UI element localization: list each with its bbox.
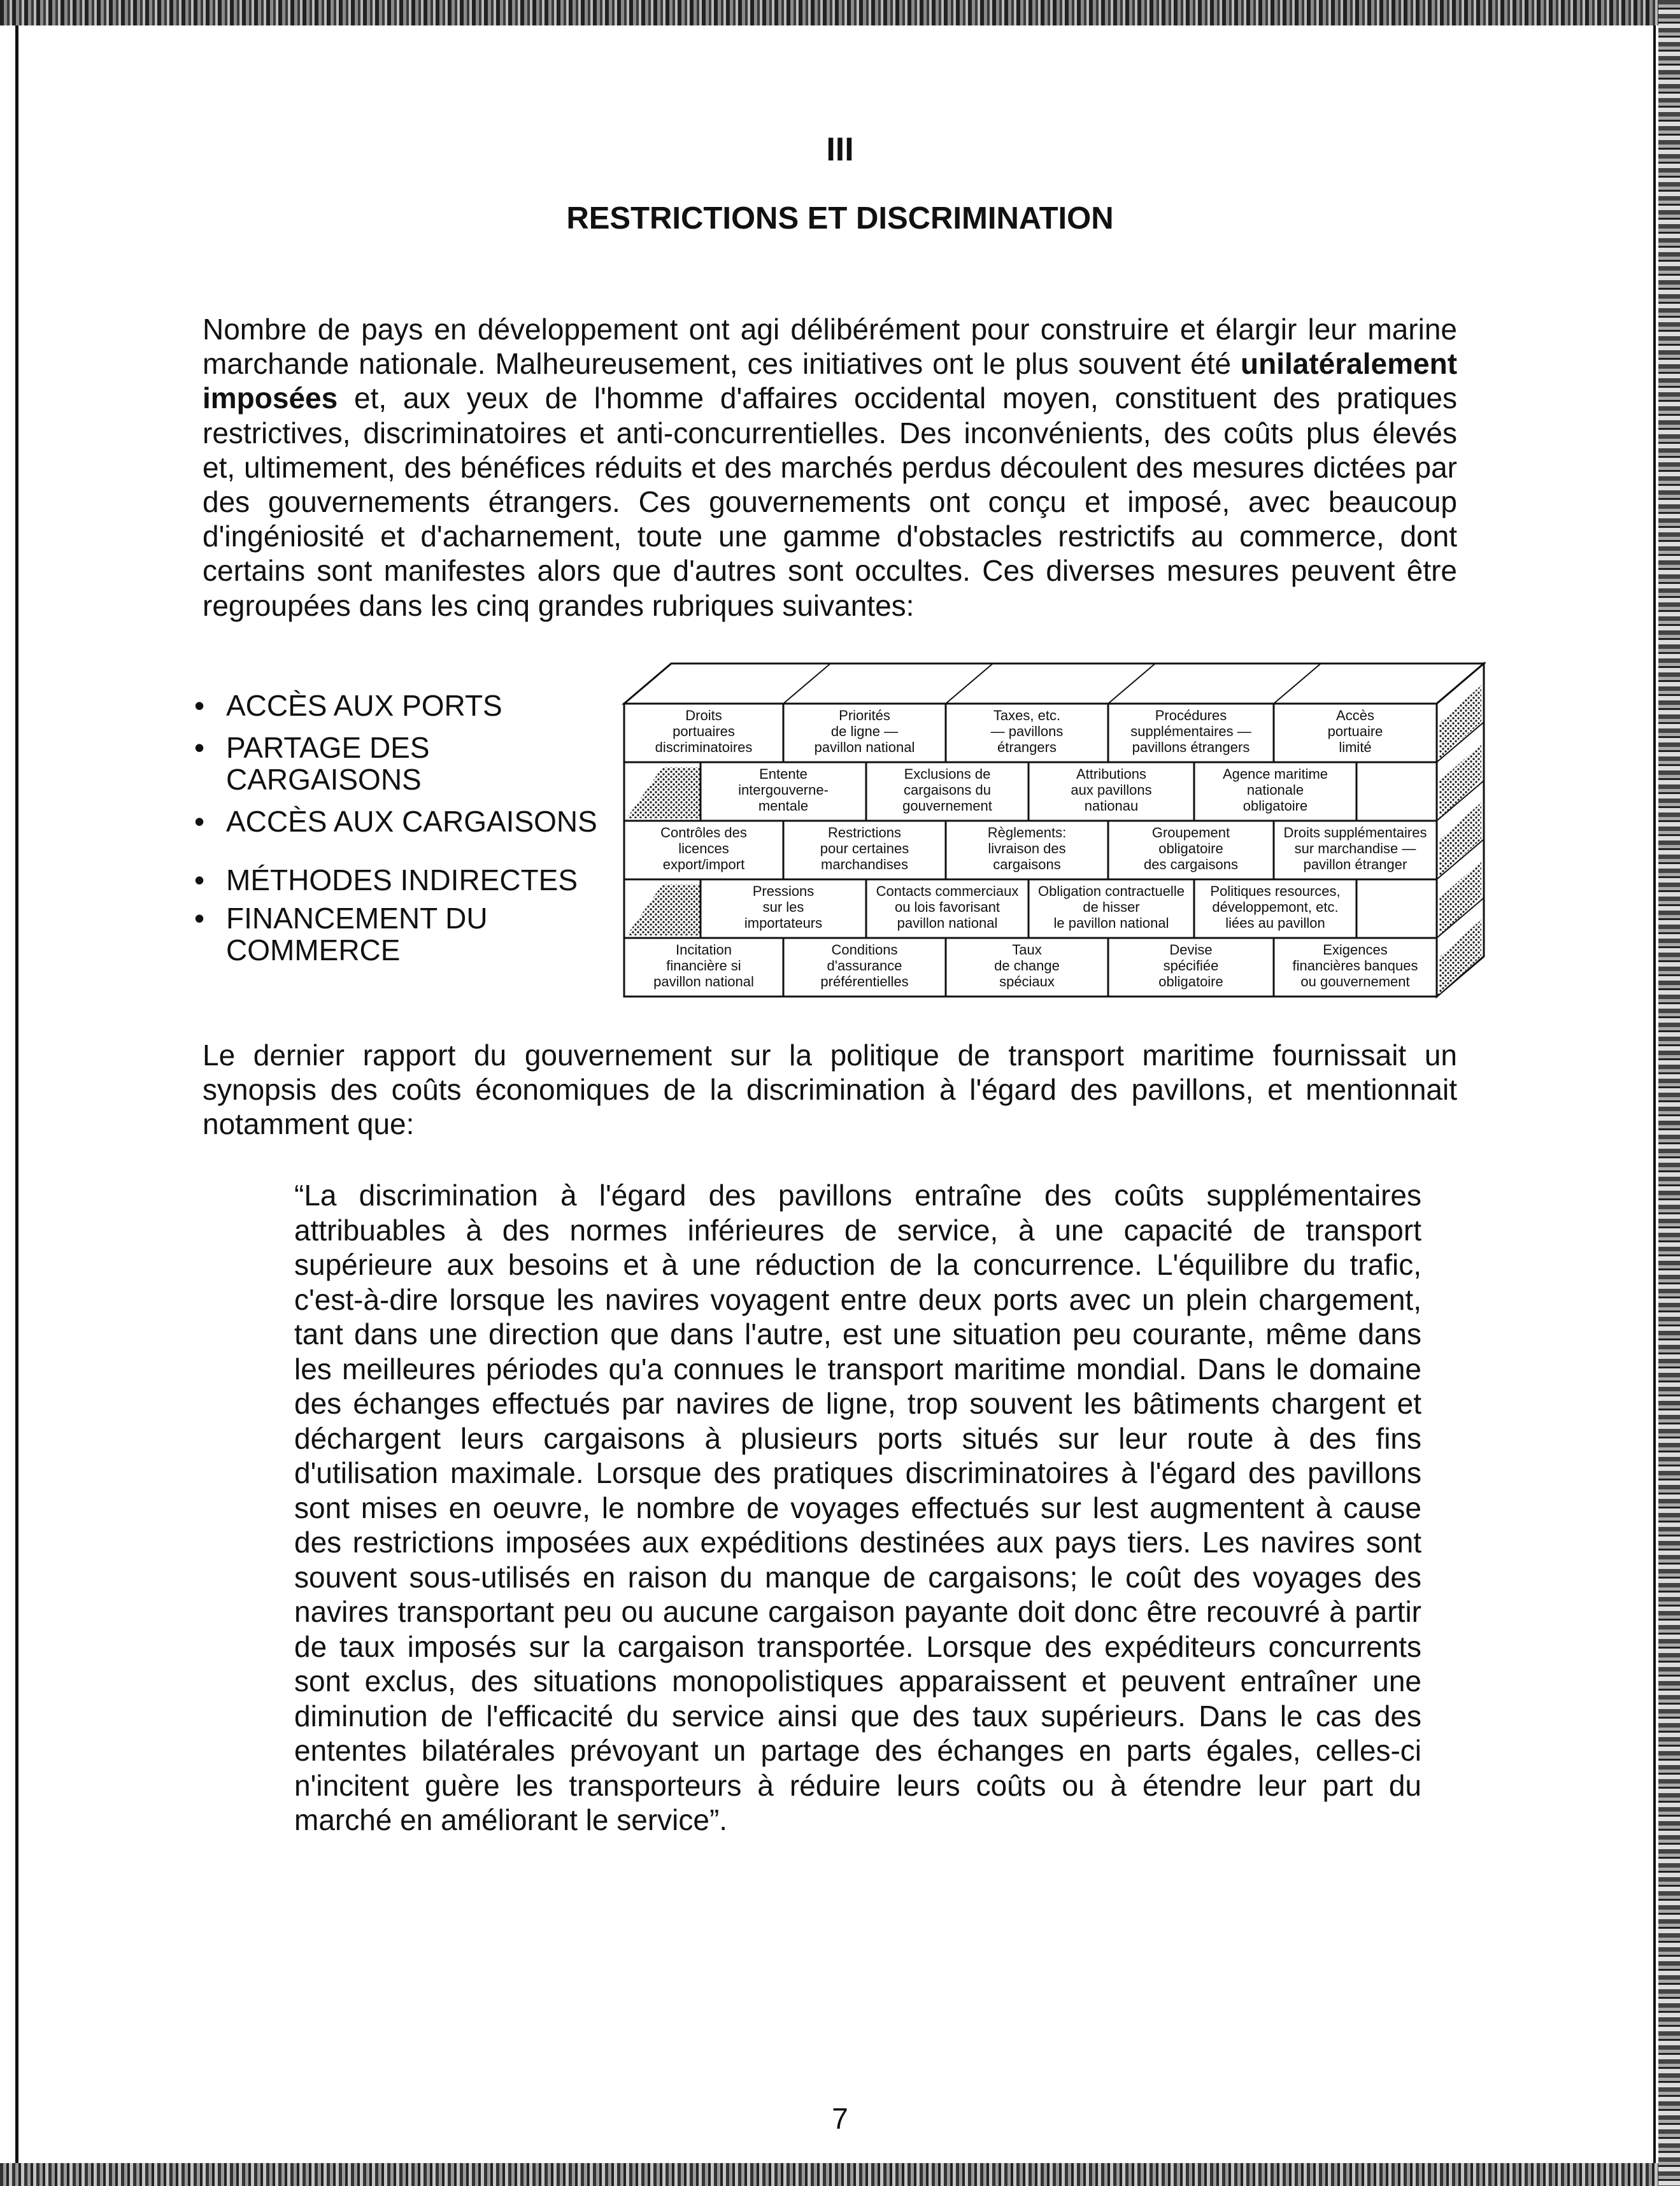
list-item: • MÉTHODES INDIRECTES [194,864,608,896]
list-item: • PARTAGE DES CARGAISONS [194,732,436,795]
brick-label: ou lois favorisant [894,899,1000,915]
brick-label: Procédures [1155,707,1227,723]
brick-label: Taxes, etc. [993,707,1061,723]
wall-brick [624,704,783,762]
wall-brick [624,938,783,997]
brick-label: Exclusions de [904,766,991,782]
brick-label: livraison des [988,841,1066,856]
brick-label: pour certaines [820,841,909,856]
brick-label: obligatoire [1158,841,1223,856]
brick-label: Pressions [752,883,815,899]
brick-label: Incitation [675,942,732,958]
brick-label: Contacts commerciaux [876,883,1019,899]
brick-label: aux pavillons [1071,782,1152,798]
brick-label: étrangers [997,739,1057,755]
brick-label: Groupement [1151,825,1230,841]
brick-label: de hisser [1083,899,1140,915]
brick-label: développemont, etc. [1212,899,1339,915]
brick-label: cargaisons du [904,782,991,798]
brick-label: de ligne — [830,723,899,739]
brick-label: gouvernement [902,798,992,814]
page-title: RESTRICTIONS ET DISCRIMINATION [566,201,1114,236]
intro-paragraph [203,312,1457,623]
scan-edge-right [1658,0,1680,2186]
brick-label: intergouverne- [738,782,829,798]
brick-label: Agence maritime [1222,766,1328,782]
brick-label: Entente [759,766,808,782]
wall-brick [624,821,783,879]
brick-label: pavillon étranger [1303,856,1407,872]
rubriques-list [194,690,608,966]
brick-label: le pavillon national [1053,915,1169,931]
wall-brick [1029,879,1194,938]
brick-wall-diagram [611,656,1503,1012]
wall-brick [1108,704,1274,762]
brick-label: de change [994,958,1060,974]
brick-label: Droits supplémentaires [1283,825,1427,841]
wall-brick [1029,762,1194,821]
left-border-line [15,25,18,2163]
wall-brick [1274,704,1437,762]
brick-label: discriminatoires [655,739,753,755]
brick-label: importateurs [744,915,823,931]
brick-label: financière si [666,958,741,974]
brick-label: obligatoire [1158,974,1223,990]
list-item: • ACCÈS AUX PORTS [194,690,608,721]
wall-brick [1108,821,1274,879]
intro-text-start: Nombre de pays en développement ont agi délibérément pour construire et élargir leur marine marchande nationale. Malheureusement, ces initiatives ont le plus souvent été [203,313,1457,381]
wall-brick [783,938,946,997]
brick-label: portuaire [1327,723,1383,739]
brick-label: pavillon national [897,915,998,931]
brick-label: Droits [685,707,722,723]
chapter-number: III [826,131,854,168]
wall-brick [701,879,866,938]
second-paragraph: Le dernier rapport du gouvernement sur la politique de transport maritime fournissait un synopsis des coûts économiques de la discrimination à l'égard des pavillons, et mentionnait notamment que: [203,1039,1457,1141]
wall-brick [946,704,1108,762]
wall-brick [1194,762,1356,821]
brick-label: marchandises [821,856,908,872]
brick-label: mentale [758,798,809,814]
wall-brick [946,938,1108,997]
brick-label: sur marchandise — [1294,841,1416,856]
wall-brick [946,821,1108,879]
wall-brick [1274,821,1437,879]
list-item: • FINANCEMENT DU COMMERCE [194,902,494,966]
brick-label: Devise [1169,942,1213,958]
brick-label: Taux [1012,942,1042,958]
wall-brick [783,821,946,879]
brick-label: spécifiée [1163,958,1219,974]
wall-top-face [624,664,1484,704]
brick-label: — pavillons [990,723,1064,739]
brick-label: liées au pavillon [1225,915,1325,931]
wall-brick [866,762,1029,821]
brick-label: Restrictions [828,825,901,841]
brick-label: portuaires [673,723,735,739]
brick-label: sur les [762,899,804,915]
brick-label: Obligation contractuelle [1038,883,1185,899]
wall-brick [701,762,866,821]
wall-bricks [624,704,1437,997]
brick-label: licences [678,841,729,856]
brick-label: nationale [1246,782,1304,798]
brick-label: export/import [662,856,745,872]
brick-label: Accès [1336,707,1374,723]
brick-label: financières banques [1292,958,1418,974]
brick-label: Attributions [1076,766,1147,782]
wall-brick [866,879,1029,938]
brick-label: pavillons étrangers [1132,739,1250,755]
scan-edge-bottom [0,2163,1680,2186]
brick-label: obligatoire [1242,798,1308,814]
page-number: 7 [832,2102,848,2135]
quoted-passage: “La discrimination à l'égard des pavillons entraîne des coûts supplémentaires attribuables à des normes inférieures de service, à une capacité de transport supérieure aux besoins et à une réduction de la concurrence. L'équilibre du trafic, c'est-à-dire lorsque les navires voyagent entre deux ports avec un plein chargement, tant dans une direction que dans l'autre, est une situation peu courante, même dans les meilleures périodes qu'a connues le transport maritime mondial. Dans le domaine des échanges effectués par navires de ligne, trop souvent les bâtiments chargent et déchargent leurs cargaisons à plusieurs ports situés sur leur route à des fins d'utilisation maximale. Lorsque des pratiques discriminatoires à l'égard des pavillons sont mises en oeuvre, le nombre de voyages effectués sur lest augmentent à cause des restrictions imposées aux expéditions destinées aux pays tiers. Les navires sont souvent sous-utilisés en raison du manque de cargaisons; le coût des voyages des navires transportant peu ou aucune cargaison payante doit donc être recouvré à partir de taux imposés sur la cargaison transportée. Lorsque des expéditeurs concurrents sont exclus, des situations monopolistiques apparaissent et peuvent entraîner une diminution de l'efficacité du service ainsi que des taux supérieurs. Dans le cas des ententes bilatérales prévoyant un partage des échanges en parts égales, celles-ci n'incitent guère les transporteurs à réduire leurs coûts ou à étendre leur part du marché en améliorant le service”. [294,1179,1421,1836]
brick-label: Règlements: [987,825,1067,841]
wall-brick [1194,879,1356,938]
brick-label: supplémentaires — [1130,723,1251,739]
brick-label: Priorités [839,707,890,723]
wall-brick [1274,938,1437,997]
intro-bold-text: unilatéralement imposées [203,347,1458,415]
brick-label: Exigences [1323,942,1388,958]
brick-label: limité [1339,739,1372,755]
brick-label: Politiques resources, [1210,883,1341,899]
brick-label: préférentielles [820,974,909,990]
right-border-line [1653,25,1656,2163]
brick-label: pavillon national [653,974,754,990]
intro-text-end: et, aux yeux de l'homme d'affaires occidental moyen, constituent des pratiques restrictives, discriminatoires et anti-concurrentielles. Des inconvénients, des coûts plus élevés et, ultimement, des bénéfices réduits et des marchés perdus découlent des mesures dictées par des gouvernements étrangers. Ces gouvernements ont conçu et imposé, avec beaucoup d'ingéniosité et d'acharnement, toute une gamme d'obstacles restrictifs au commerce, dont certains sont manifestes alors que d'autres sont occultes. Ces diverses mesures peuvent être regroupées dans les cinq grandes rubriques suivantes: [203,381,1458,622]
list-item: • ACCÈS AUX CARGAISONS [194,806,608,837]
brick-label: spéciaux [999,974,1055,990]
brick-label: cargaisons [993,856,1061,872]
brick-label: des cargaisons [1144,856,1238,872]
brick-label: pavillon national [814,739,915,755]
scan-edge-top [0,0,1680,25]
wall-brick [783,704,946,762]
brick-label: ou gouvernement [1300,974,1410,990]
wall-brick [1108,938,1274,997]
brick-label: d'assurance [827,958,902,974]
brick-label: Contrôles des [660,825,747,841]
brick-label: nationau [1084,798,1139,814]
brick-label: Conditions [831,942,898,958]
